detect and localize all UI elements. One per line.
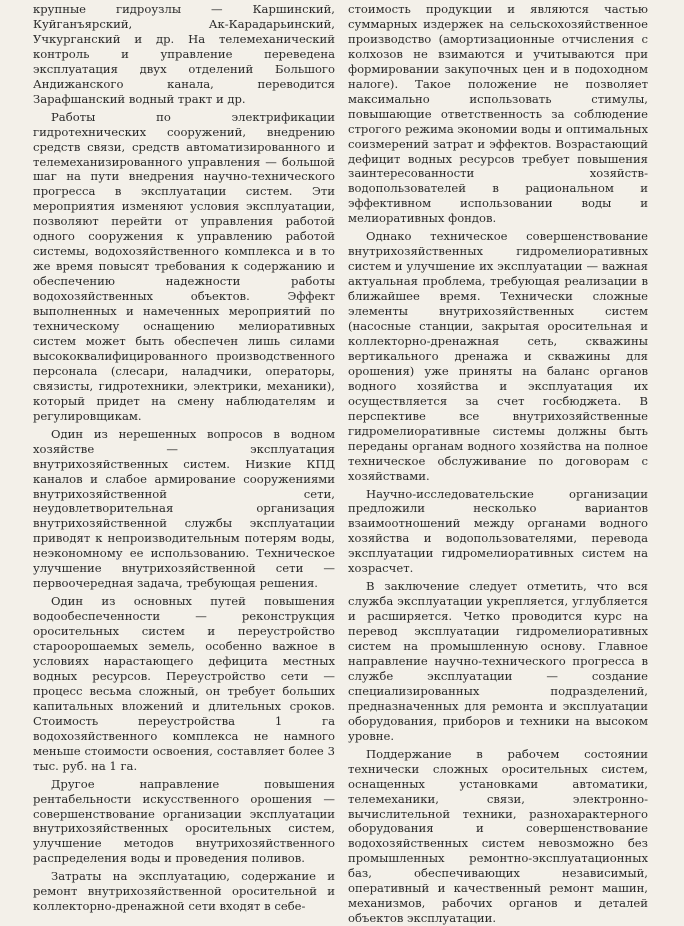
left-column — [33, 2, 335, 914]
paragraph: Научно-исследовательские организации предложили несколько вариантов взаимоотношений между органами водного хозяйства и водопользователями, перевода эксплуатации гидромелиоративных систем на хозрасчет. — [348, 486, 648, 576]
right-column — [348, 2, 648, 926]
paragraph: Один из основных путей повышения водообеспеченности — реконструкция оросительных систем и переустройство староорошаемых земель, особенно важное в условиях нарастающего дефицита местных водных ресурсов. Переустройство сети — процесс весьма сложный, он требует больших капитальных вложений и длительных сроков. Стоимость переустройства 1 га водохозяйственного комплекса не намного меньше стоимости освоения, составляет более 3 тыс. руб. на 1 га. — [33, 594, 335, 773]
paragraph: Один из нерешенных вопросов в водном хозяйстве — эксплуатация внутрихозяйственных систем. Низкие КПД каналов и слабое армирование сооружениями внутрихозяйственной сети, неудовлетворительная организация внутрихозяйственной службы эксплуатации приводят к непроизводительным потерям воды, неэкономному ее использованию. Техническое улучшение внутрихозяйственной сети — первоочередная задача, требующая решения. — [33, 426, 335, 591]
paragraph: Затраты на эксплуатацию, содержание и ремонт внутрихозяйственной оросительной и коллекторно-дренажной сети входят в себе- — [33, 869, 335, 914]
paragraph: стоимость продукции и являются частью суммарных издержек на сельскохозяйственное производство (амортизационные отчисления с колхозов не взимаются и учитываются при формировании закупочных цен и в подоходном налоге). Такое положение не позволяет максимально использовать стимулы, повышающие ответственность за соблюдение строгого режима экономии воды и оптимальных соизмерений затрат и эффектов. Возрастающий дефицит водных ресурсов требует повышения заинтересованности хозяйств-водопользователей в рациональном и эффективном использовании воды и мелиоративных фондов. — [348, 2, 648, 226]
paragraph: Работы по электрификации гидротехнических сооружений, внедрению средств связи, средств автоматизированного и телемеханизированного управления — большой шаг на пути внедрения научно-технического прогресса в эксплуатации систем. Эти мероприятия изменяют условия эксплуатации, позволяют перейти от управления работой одного сооружения к управлению работой системы, водохозяйственного комплекса и в то же время повысят требования к содержанию и обеспечению надежности работы водохозяйственных объектов. Эффект выполненных и намеченных мероприятий по техническому оснащению мелиоративных систем может быть обеспечен лишь силами высококвалифицированного производственного персонала (слесари, наладчики, операторы, связисты, гидротехники, электрики, механики), который придет на смену наблюдателям и регулировщикам. — [33, 109, 335, 423]
paragraph: В заключение следует отметить, что вся служба эксплуатации укрепляется, углубляется и расширяется. Четко проводится курс на перевод эксплуатации гидромелиоративных систем на промышленную основу. Главное направление научно-технического прогресса в службе эксплуатации — создание специализированных подразделений, предназначенных для ремонта и эксплуатации оборудования, приборов и техники на высоком уровне. — [348, 579, 648, 743]
paragraph: Другое направление повышения рентабельности искусственного орошения — совершенствование организации эксплуатации внутрихозяйственных оросительных систем, улучшение методов внутрихозяйственного распределения воды и проведения поливов. — [33, 776, 335, 866]
paragraph: Однако техническое совершенствование внутрихозяйственных гидромелиоративных систем и улучшение их эксплуатации — важная актуальная проблема, требующая реализации в ближайшее время. Технически сложные элементы внутрихозяйственных систем (насосные станции, закрытая оросительная и коллекторно-дренажная сеть, скважины вертикального дренажа и скважины для орошения) уже приняты на баланс органов водного хозяйства и эксплуатация их осуществляется за счет госбюджета. В перспективе все внутрихозяйственные гидромелиоративные системы должны быть переданы органам водного хозяйства на полное техническое обслуживание по договорам с хозяйствами. — [348, 229, 648, 483]
paragraph: крупные гидроузлы — Каршинский, Куйганъярский, Ак-Карадарьинский, Учкурганский и др. На телемеханический контроль и управление переведена эксплуатация двух отделений Большого Андижанского канала, переводится Зарафшанский водный тракт и др. — [33, 2, 335, 106]
paragraph: Поддержание в рабочем состоянии технически сложных оросительных систем, оснащенных установками автоматики, телемеханики, связи, электронно-вычислительной техники, разнохарактерного оборудования и совершенствование водохозяйственных систем невозможно без промышленных ремонтно-эксплуатационных баз, обеспечивающих независимый, оперативный и качественный ремонт машин, механизмов, рабочих органов и деталей объектов эксплуатации. — [348, 746, 648, 926]
